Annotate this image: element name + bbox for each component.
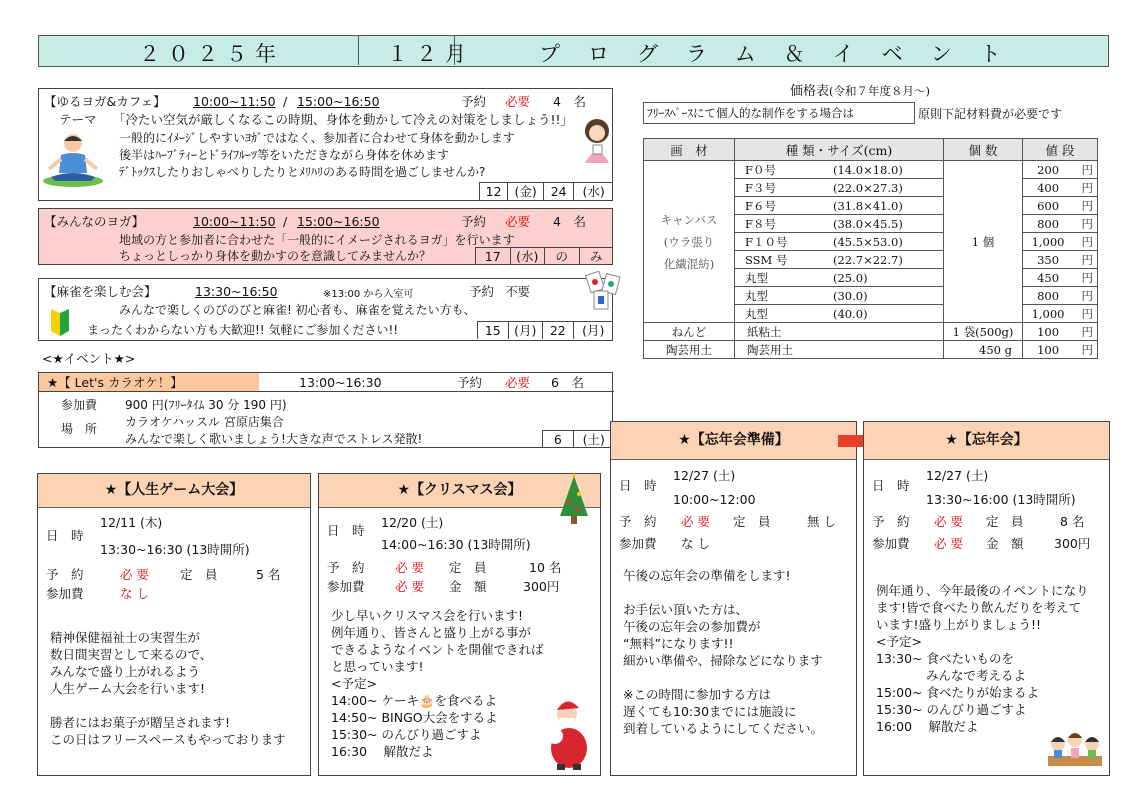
event-date: 12/27 (土) <box>673 468 736 483</box>
title-bar <box>38 35 1109 67</box>
title-caption: プログラム＆イベント <box>539 42 1029 66</box>
capacity-value: 10 名 <box>529 560 562 575</box>
canvas-dim: (25.0) <box>829 269 944 287</box>
capacity-value: 無 し <box>807 514 836 529</box>
canvas-size: SSM 号 <box>735 251 830 269</box>
pottery-label: 陶芸用土 <box>644 341 735 359</box>
capacity-label: 定 員 <box>449 560 487 575</box>
event-heading: <★イベント★> <box>42 351 136 366</box>
capacity-label: 定 員 <box>733 514 771 529</box>
amount-label: 金 額 <box>986 536 1024 551</box>
event-christmas <box>318 473 601 776</box>
reserve-status: 必 要 <box>395 560 424 575</box>
date-box <box>475 247 613 265</box>
date-label: 日 時 <box>327 523 365 538</box>
body-line: 14:50~ BINGO大会をするよ <box>331 710 498 725</box>
canvas-label <box>644 161 735 323</box>
place-label: 場 所 <box>61 422 98 436</box>
canvas-size: 丸型 <box>735 269 830 287</box>
body-line: 午後の忘年会の準備をします! <box>623 568 791 583</box>
desc-line-3: ﾃﾞﾄｯｸｽしたりおしゃべりしたりとﾒﾘﾊﾘのある時間を過ごしませんか? <box>119 165 486 179</box>
canvas-dim: (38.0×45.5) <box>829 215 944 233</box>
theme-label: テーマ <box>59 112 97 127</box>
price-notice-left: ﾌﾘｰｽﾍﾟｰｽにて個人的な制作をする場合は <box>643 102 915 124</box>
event-body <box>876 582 1089 735</box>
body-line: 午後の忘年会の参加費が <box>623 619 761 634</box>
capacity-label: 定 員 <box>986 514 1024 529</box>
desc-line-2: 後半はﾊｰﾌﾞﾃｨｰとﾄﾞﾗｲﾌﾙｰﾂ等をいただきながら身体を休めます <box>119 148 450 162</box>
price-title-note: (令和７年度８月～) <box>829 84 930 98</box>
canvas-yen: 円 <box>1073 179 1097 197</box>
canvas-label-line: キャンバス <box>660 212 718 227</box>
date-box <box>479 182 613 200</box>
reserve-status: 必 要 <box>120 567 149 582</box>
event-body <box>331 607 544 760</box>
event-date: 12/20 (土) <box>381 515 444 530</box>
body-line: できるようなイベントを開催できれば <box>331 642 544 657</box>
event-body <box>623 567 823 737</box>
event-title: ★【クリスマス会】 <box>319 474 600 508</box>
reserve-label: 予 約 <box>619 514 657 529</box>
capacity-label: 定 員 <box>180 567 218 582</box>
desc-line-1: 一般的にｲﾒｰｼﾞしやすいﾖｶﾞではなく、参加者に合わせて身体を動かします <box>119 131 515 145</box>
pottery-type: 陶芸用土 <box>735 341 944 359</box>
canvas-yen: 円 <box>1073 215 1097 233</box>
date-week-1: (水) <box>511 248 546 265</box>
date-day-2: 24 <box>544 183 574 200</box>
canvas-dim: (31.8×41.0) <box>829 197 944 215</box>
fee-value: な し <box>120 586 149 601</box>
place-value: カラオケハッスル 宮原店集合 <box>125 415 284 429</box>
canvas-price: 800 <box>1023 215 1074 233</box>
reserve-label: 予約 <box>461 214 487 229</box>
body-line: と思っています! <box>331 659 424 674</box>
fee-value: な し <box>681 536 710 551</box>
canvas-yen: 円 <box>1073 233 1097 251</box>
date-week-1: (金) <box>508 183 544 200</box>
col-price: 値 段 <box>1023 139 1098 161</box>
price-table <box>643 138 1098 359</box>
date-day: 6 <box>543 431 574 448</box>
capacity: 4 名 <box>553 94 586 109</box>
event-body <box>50 629 286 748</box>
body-line <box>623 584 823 601</box>
date-box <box>477 321 613 339</box>
program-time-2: 15:00~16:50 <box>297 214 380 229</box>
reserve-label: 予 約 <box>46 567 84 582</box>
christmas-tree-icon <box>557 472 591 528</box>
canvas-size: F１０号 <box>735 233 830 251</box>
program-time-2: 15:00~16:50 <box>297 94 380 109</box>
program-name: 【みんなのヨガ】 <box>44 214 145 229</box>
date-label: 日 時 <box>872 478 910 493</box>
canvas-size: 丸型 <box>735 305 830 323</box>
col-qty: 個 数 <box>944 139 1023 161</box>
canvas-yen: 円 <box>1073 287 1097 305</box>
body-line: 数日間実習として来るので、 <box>50 647 213 662</box>
canvas-price: 1,000 <box>1023 305 1074 323</box>
date-day-1: 17 <box>476 248 511 265</box>
canvas-price: 1,000 <box>1023 233 1074 251</box>
date-only-2: み <box>589 249 603 264</box>
body-line <box>50 697 286 714</box>
event-title: ★【忘年会】 <box>864 422 1109 460</box>
reserve-label: 予約 <box>457 375 483 390</box>
amount-label: 金 額 <box>449 579 487 594</box>
time-separator: / <box>283 94 288 109</box>
canvas-yen: 円 <box>1073 251 1097 269</box>
program-mahjong <box>38 278 613 341</box>
body-line: “無料”になります!! <box>623 636 734 651</box>
desc-line-2: まったくわからない方も大歓迎!! 気軽にご参加ください!! <box>87 323 399 337</box>
title-year: ２０２５年 <box>139 42 284 66</box>
body-line: 例年通り、今年最後のイベントになり <box>876 583 1089 598</box>
fee-status: 必 要 <box>395 579 424 594</box>
clay-price: 100 <box>1023 323 1074 341</box>
reserve-status: 必要 <box>505 214 531 229</box>
canvas-price: 600 <box>1023 197 1074 215</box>
reserve-status: 必要 <box>505 94 531 109</box>
price-row-clay <box>644 323 1098 341</box>
clay-type: 紙粘土 <box>735 323 944 341</box>
canvas-yen: 円 <box>1073 305 1097 323</box>
canvas-size: F８号 <box>735 215 830 233</box>
fee-label: 参加費 <box>327 579 365 594</box>
event-time: 10:00~12:00 <box>673 492 756 507</box>
body-line: 少し早いクリスマス会を行います! <box>331 608 524 623</box>
canvas-dim: (22.7×22.7) <box>829 251 944 269</box>
body-line: 到着しているようにしてください。 <box>623 721 824 736</box>
date-day-2: 22 <box>543 322 574 339</box>
date-week-2: (月) <box>582 323 605 338</box>
event-date: 12/11 (木) <box>100 515 163 530</box>
date-only-1: の <box>545 248 580 265</box>
fee-label: 参加費 <box>61 398 98 412</box>
program-minna-yoga <box>38 208 613 265</box>
price-title <box>790 80 930 99</box>
price-title-text: 価格表 <box>790 84 830 99</box>
capacity: 6 名 <box>551 375 584 390</box>
event-prep <box>610 421 857 776</box>
price-notice-right: 原則下記材料費が必要です <box>918 107 1063 121</box>
karaoke-time: 13:00~16:30 <box>299 375 382 390</box>
party-people-icon <box>1044 724 1106 772</box>
reserve-label: 予 約 <box>327 560 365 575</box>
program-yoga-cafe <box>38 88 613 201</box>
canvas-price: 350 <box>1023 251 1074 269</box>
price-row-canvas <box>644 161 1098 179</box>
reserve-status: 必 要 <box>934 514 963 529</box>
canvas-price: 450 <box>1023 269 1074 287</box>
amount-value: 300円 <box>1054 536 1091 551</box>
date-label: 日 時 <box>46 528 84 543</box>
entry-note: ※13:00 から入室可 <box>323 289 414 300</box>
theme-text: 「冷たい空気が厳しくなるこの時期、身体を動かして冷えの対策をしましょう!!」 <box>113 112 574 127</box>
fee-value: 900 円(ﾌﾘｰﾀｲﾑ 30 分 190 円) <box>125 398 287 412</box>
body-line: 勝者にはお菓子が贈呈されます! <box>50 715 231 730</box>
date-day-1: 15 <box>478 322 509 339</box>
woman-drinking-icon <box>579 115 615 165</box>
pottery-price: 100 <box>1023 341 1074 359</box>
body-line: <予定> <box>876 634 922 649</box>
col-material: 画 材 <box>644 139 735 161</box>
canvas-dim: (14.0×18.0) <box>829 161 944 179</box>
clay-label: ねんど <box>644 323 735 341</box>
body-line: 16:30 解散だよ <box>331 744 434 759</box>
body-line: お手伝い頂いた方は、 <box>623 602 749 617</box>
clay-yen: 円 <box>1073 323 1097 341</box>
yoga-person-icon <box>41 129 105 189</box>
canvas-yen: 円 <box>1073 269 1097 287</box>
date-day-1: 12 <box>480 183 508 200</box>
body-line: 15:30~ のんびり過ごすよ <box>331 727 482 742</box>
date-week-2: (水) <box>582 184 605 199</box>
body-line: ます!皆で食べたり飲んだりを考えて <box>876 600 1082 615</box>
canvas-label-line: (ウラ張り <box>663 234 715 249</box>
mahjong-tiles-icon <box>584 269 624 313</box>
canvas-dim: (30.0) <box>829 287 944 305</box>
body-line: 15:00~ 食べたりが始まるよ <box>876 685 1039 700</box>
karaoke-desc: みんなで楽しく歌いましょう!大きな声でストレス発散! <box>125 432 423 446</box>
karaoke-divider <box>39 391 614 392</box>
canvas-label-line: 化繊混紡) <box>663 256 715 271</box>
desc-line-2: ちょっとしっかり身体を動かすのを意識してみませんか？ <box>119 249 432 263</box>
fee-label: 参加費 <box>872 536 910 551</box>
body-line: 13:30~ 食べたいものを <box>876 651 1014 666</box>
event-time: 13:30~16:00 (13時開所) <box>926 492 1076 507</box>
event-time: 13:30~16:30 (13時開所) <box>100 542 250 557</box>
canvas-price: 200 <box>1023 161 1074 179</box>
date-box <box>542 430 614 448</box>
body-line: 精神保健福祉士の実習生が <box>50 630 201 645</box>
fee-label: 参加費 <box>46 586 84 601</box>
reserve-status: 必要 <box>505 375 531 390</box>
price-header-row <box>644 139 1098 161</box>
body-line: 遅くても10:30までには施設に <box>623 704 797 719</box>
clay-qty: 1 袋(500g) <box>944 323 1023 341</box>
body-line: います!盛り上がりましょう!! <box>876 617 1042 632</box>
body-line <box>623 669 823 686</box>
beginner-mark-icon <box>49 309 71 337</box>
fee-label: 参加費 <box>619 536 657 551</box>
capacity-value: 5 名 <box>256 567 281 582</box>
body-line: みんなで盛り上がれるよう <box>50 664 201 679</box>
event-date: 12/27 (土) <box>926 468 989 483</box>
canvas-size: F３号 <box>735 179 830 197</box>
body-line: <予定> <box>331 676 377 691</box>
capacity: 4 名 <box>553 214 586 229</box>
santa-icon <box>545 692 595 772</box>
canvas-dim: (22.0×27.3) <box>829 179 944 197</box>
price-row-pottery <box>644 341 1098 359</box>
desc-line-1: 地域の方と参加者に合わせた「一般的にイメージされるヨガ」を行います <box>119 233 515 247</box>
body-line: 人生ゲーム大会を行います! <box>50 681 206 696</box>
event-title: ★【人生ゲーム大会】 <box>38 474 310 508</box>
karaoke-title: ★【 Let's カラオケ！】 <box>47 375 183 390</box>
title-month: １２月 <box>387 42 474 66</box>
body-line: 細かい準備や、掃除などになります <box>623 653 823 668</box>
program-time: 13:30~16:50 <box>195 284 278 299</box>
amount-value: 300円 <box>523 579 560 594</box>
date-week-1: (月) <box>509 322 544 339</box>
canvas-qty: 1 個 <box>944 161 1023 323</box>
body-line: 15:30~ のんびり過ごすよ <box>876 702 1027 717</box>
program-time-1: 10:00~11:50 <box>193 214 276 229</box>
capacity-value: 8 名 <box>1060 514 1085 529</box>
body-line: 16:00 解散だよ <box>876 719 979 734</box>
pottery-yen: 円 <box>1073 341 1097 359</box>
reserve-status: 必 要 <box>681 514 710 529</box>
body-line: この日はフリースペースもやっております <box>50 732 286 747</box>
canvas-size: F０号 <box>735 161 830 179</box>
canvas-size: 丸型 <box>735 287 830 305</box>
canvas-dim: (45.5×53.0) <box>829 233 944 251</box>
canvas-price: 800 <box>1023 287 1074 305</box>
program-time-1: 10:00~11:50 <box>193 94 276 109</box>
body-line: ※この時間に参加する方は <box>623 687 771 702</box>
reserve-status: 不要 <box>505 284 531 299</box>
reserve-label: 予約 <box>469 284 495 299</box>
date-label: 日 時 <box>619 478 657 493</box>
canvas-yen: 円 <box>1073 161 1097 179</box>
canvas-dim: (40.0) <box>829 305 944 323</box>
time-separator: / <box>283 214 288 229</box>
event-time: 14:00~16:30 (13時開所) <box>381 537 531 552</box>
pottery-qty: 450 g <box>944 341 1023 359</box>
col-size: 種 類・サイズ(cm) <box>735 139 944 161</box>
event-bonenkai <box>863 421 1110 776</box>
desc-line-1: みんなで楽しくのびのびと麻雀! 初心者も、麻雀を覚えたい方も、 <box>119 303 476 317</box>
event-karaoke <box>38 372 613 448</box>
canvas-yen: 円 <box>1073 197 1097 215</box>
reserve-label: 予約 <box>461 94 487 109</box>
canvas-size: F６号 <box>735 197 830 215</box>
body-line: みんなで考えるよ <box>876 668 1027 683</box>
body-line: 14:00~ ケーキ🎂を食べるよ <box>331 693 498 708</box>
date-week: (土) <box>582 432 605 447</box>
event-title: ★【忘年会準備】 <box>611 422 856 460</box>
event-life-game <box>37 473 311 776</box>
canvas-price: 400 <box>1023 179 1074 197</box>
program-name: 【麻雀を楽しむ会】 <box>44 284 157 299</box>
reserve-label: 予 約 <box>872 514 910 529</box>
body-line: 例年通り、皆さんと盛り上がる事が <box>331 625 532 640</box>
program-name: 【ゆるヨガ&カフェ】 <box>44 94 166 109</box>
fee-status: 必 要 <box>934 536 963 551</box>
